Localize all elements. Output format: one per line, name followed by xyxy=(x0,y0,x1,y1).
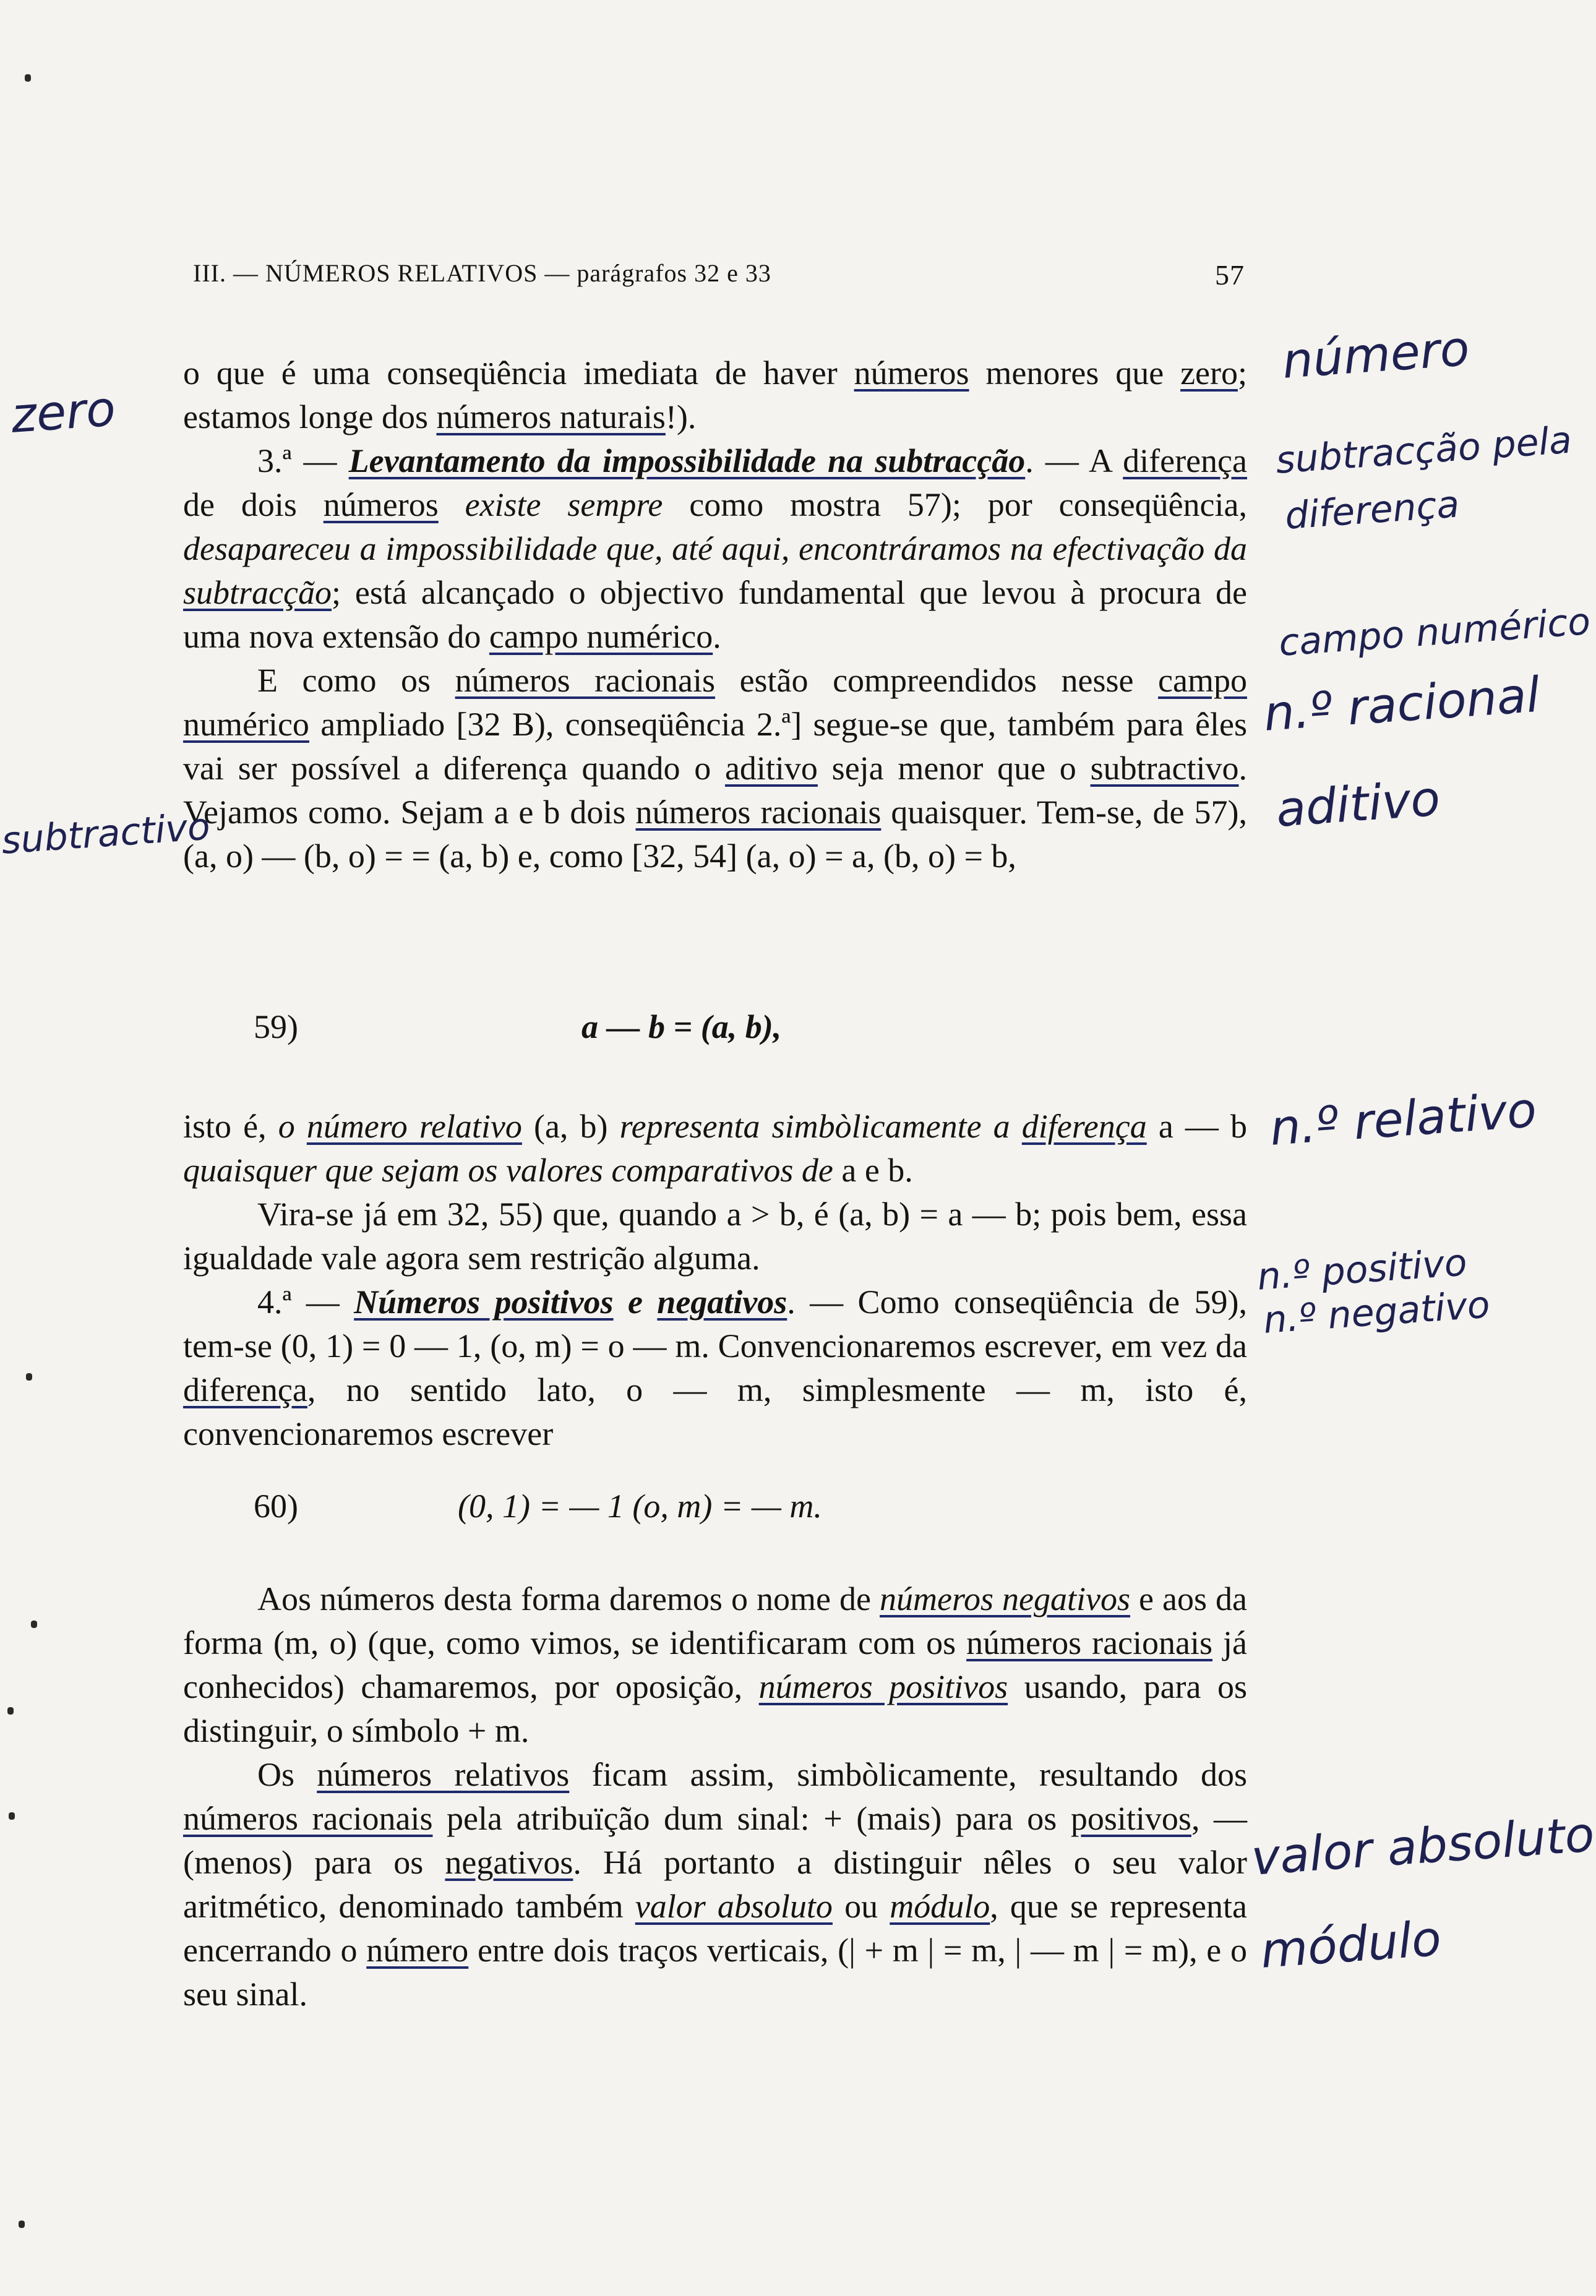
margin-note-campo-numerico: campo numérico xyxy=(1277,599,1592,665)
equation-formula: (0, 1) = — 1 (o, m) = — m. xyxy=(458,1488,822,1525)
text: como mostra 57); por conseqüência, xyxy=(663,486,1247,523)
paragraph xyxy=(183,351,1247,439)
underlined-term: campo numérico xyxy=(183,662,1247,743)
text: usando, para os distinguir, o símbolo + m. xyxy=(183,1668,1248,1749)
equation-formula: a — b = (a, b), xyxy=(581,1008,782,1045)
text: já conhecidos) chamaremos, por oposição, xyxy=(183,1624,1247,1705)
emphasis: desapareceu a impossibilidade que, até aqui, encontráramos na efectivação da xyxy=(183,530,1247,567)
equation-number: 59) xyxy=(254,1008,298,1045)
text: ampliado [32 B), conseqüência 2.ª] segue-se que, também para êles vai ser possível a diferença quando o xyxy=(183,706,1247,787)
text: ; está alcançado o objectivo fundamental que levou à procura de uma nova extensão do xyxy=(183,574,1247,655)
margin-note-subtractivo: subtractivo xyxy=(0,805,212,863)
page-number: 57 xyxy=(1215,259,1245,291)
paragraph xyxy=(183,659,1247,878)
text: Aos números desta forma daremos o nome de xyxy=(257,1580,880,1617)
margin-note-zero: zero xyxy=(9,381,118,444)
text-block-2 xyxy=(183,1105,1247,1456)
margin-note-negativo: n.º negativo xyxy=(1262,1283,1491,1342)
section-number: 3.ª — xyxy=(257,442,349,479)
paragraph xyxy=(183,1280,1247,1456)
margin-note-relativo: n.º relativo xyxy=(1268,1082,1538,1157)
text: de dois xyxy=(183,486,324,523)
section-heading: negativos xyxy=(657,1283,787,1321)
text: ficam assim, simbòlicamente, resultando dos xyxy=(569,1756,1247,1793)
text: . — A xyxy=(1025,442,1123,479)
underlined-term: números racionais xyxy=(966,1624,1213,1661)
underlined-term: aditivo xyxy=(724,750,818,787)
text: E como os xyxy=(257,662,455,699)
text: Os xyxy=(257,1756,317,1793)
section-heading: Levantamento da impossibilidade na subtracção xyxy=(348,442,1026,479)
underlined-term: números xyxy=(854,354,969,392)
text: . Vejamos como. Sejam a e b dois xyxy=(183,750,1248,831)
running-title: III. — NÚMEROS RELATIVOS — parágrafos 32 e 33 xyxy=(193,259,771,287)
paragraph: Vira-se já em 32, 55) que, quando a > b, é (a, b) = a — b; pois bem, essa igualdade vale agora sem restrição alguma. xyxy=(183,1196,1247,1277)
scan-speck xyxy=(25,74,31,82)
margin-note-diferenca: diferença xyxy=(1284,482,1461,538)
section-heading: Números positivos xyxy=(354,1283,614,1321)
underlined-term: números racionais xyxy=(455,662,716,699)
underlined-term: subtractivo xyxy=(1090,750,1239,787)
underlined-term: zero xyxy=(1180,354,1238,392)
scan-speck xyxy=(9,1812,15,1820)
margin-note-racional: n.º racional xyxy=(1262,667,1542,742)
text: . Há portanto a distinguir nêles o seu valor aritmético, denominado também xyxy=(183,1844,1247,1925)
equation-60 xyxy=(254,1481,1243,1531)
margin-note-valor-absoluto: valor absoluto xyxy=(1250,1807,1596,1887)
text: e aos da forma (m, o) (que, como vimos, se identificaram com os xyxy=(183,1580,1247,1661)
scan-speck xyxy=(26,1373,32,1381)
section-heading: e xyxy=(613,1283,658,1321)
text: menores que xyxy=(969,354,1181,392)
paragraph xyxy=(183,439,1247,659)
underlined-term: números racionais xyxy=(635,794,882,831)
underlined-term: campo numérico xyxy=(489,618,713,655)
underlined-term: módulo xyxy=(890,1888,990,1925)
underlined-term: diferença xyxy=(1123,442,1247,479)
emphasis: existe sempre xyxy=(465,486,663,523)
text: !). xyxy=(665,398,697,435)
underlined-term: números xyxy=(323,486,439,523)
equation-number: 60) xyxy=(254,1488,298,1525)
underlined-term: número relativo xyxy=(306,1108,522,1145)
underlined-term: subtracção xyxy=(183,574,332,611)
equation-59 xyxy=(254,1002,1243,1052)
text: a e b. xyxy=(833,1152,913,1189)
margin-note-aditivo: aditivo xyxy=(1274,771,1442,838)
text: . — Como conseqüência de 59), tem-se (0, 1) = 0 — 1, (o, m) = o — m. Convencionaremos escrever, em vez da xyxy=(183,1283,1247,1364)
scan-speck xyxy=(31,1621,37,1628)
text: entre dois traços verticais, (| + m | = m, | — m | = m), e o seu sinal. xyxy=(183,1932,1247,2013)
paragraph xyxy=(183,1753,1247,2016)
underlined-term: número xyxy=(366,1932,469,1969)
text: ; estamos longe dos xyxy=(183,354,1247,435)
text: estão compreendidos nesse xyxy=(715,662,1159,699)
text: pela atribuïção dum sinal: + (mais) para os xyxy=(432,1800,1071,1837)
text-block-1 xyxy=(183,351,1247,878)
underlined-term: números relativos xyxy=(317,1756,570,1793)
section-number: 4.ª — xyxy=(257,1283,354,1321)
underlined-term: números racionais xyxy=(183,1800,433,1837)
underlined-term: números naturais xyxy=(436,398,666,435)
emphasis: o xyxy=(278,1108,307,1145)
text-block-3 xyxy=(183,1577,1247,2016)
margin-note-modulo: módulo xyxy=(1259,1911,1443,1979)
text: (a, b) xyxy=(521,1108,620,1145)
text: , — (menos) para os xyxy=(183,1800,1248,1881)
underlined-term: valor absoluto xyxy=(635,1888,833,1925)
underlined-term: negativos xyxy=(445,1844,573,1881)
scan-speck xyxy=(19,2221,25,2228)
underlined-term: positivos xyxy=(1070,1800,1191,1837)
underlined-term: diferença xyxy=(1021,1108,1147,1145)
emphasis: representa simbòlicamente a xyxy=(619,1108,1022,1145)
text: seja menor que o xyxy=(817,750,1091,787)
margin-note-numero: número xyxy=(1281,320,1472,390)
emphasis: quaisquer que sejam os valores comparativos de xyxy=(183,1152,833,1189)
scan-speck xyxy=(7,1707,14,1715)
margin-note-positivo: n.º positivo xyxy=(1256,1241,1469,1299)
underlined-term: diferença xyxy=(183,1371,307,1408)
underlined-term: números negativos xyxy=(880,1580,1130,1617)
text: ou xyxy=(832,1888,890,1925)
paragraph xyxy=(183,1105,1247,1193)
running-header xyxy=(193,259,1245,291)
text: isto é, xyxy=(183,1108,278,1145)
paragraph xyxy=(183,1577,1247,1753)
text: , no sentido lato, o — m, simplesmente — m, isto é, convencionaremos escrever xyxy=(183,1371,1247,1452)
margin-note-subtraccao: subtracção pela xyxy=(1274,418,1574,482)
text xyxy=(439,486,465,523)
text: o que é uma conseqüência imediata de haver xyxy=(183,354,854,392)
text: . xyxy=(713,618,721,655)
text: , que se representa encerrando o xyxy=(183,1888,1247,1969)
text: a — b xyxy=(1146,1108,1248,1145)
underlined-term: números positivos xyxy=(758,1668,1008,1705)
text: quaisquer. Tem-se, de 57), (a, o) — (b, o) = = (a, b) e, como [32, 54] (a, o) = a, (b, o) = b, xyxy=(183,794,1247,875)
